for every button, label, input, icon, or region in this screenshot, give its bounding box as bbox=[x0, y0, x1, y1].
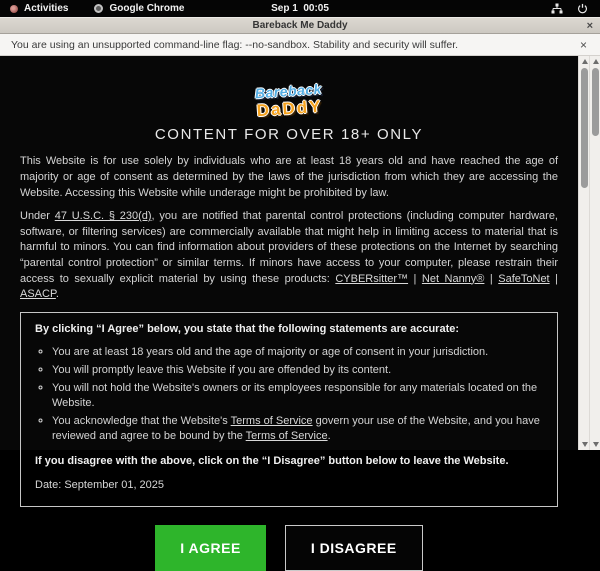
infobar-close-button[interactable]: × bbox=[579, 37, 587, 52]
power-icon[interactable] bbox=[577, 3, 588, 14]
scroll-up-icon[interactable] bbox=[593, 59, 599, 64]
agreement-list bbox=[35, 345, 543, 445]
netnanny-link[interactable]: Net Nanny® bbox=[421, 272, 485, 285]
safetonet-link[interactable]: SafeToNet bbox=[498, 272, 550, 285]
outer-scrollbar-thumb[interactable] bbox=[592, 68, 599, 136]
tos-text: govern your use of the Website, and you have reviewed and agree to be bound by the bbox=[52, 414, 540, 443]
cybersitter-link[interactable]: CYBERsitter™ bbox=[335, 272, 409, 285]
scroll-up-icon[interactable] bbox=[582, 59, 588, 64]
asacp-link[interactable]: ASACP bbox=[20, 288, 56, 301]
terms-of-service-link[interactable]: Terms of Service bbox=[230, 414, 313, 427]
scrollbar-region bbox=[578, 56, 600, 450]
intro-paragraph: This Website is for use solely by individuals who are at least 18 years old and have reached the age of majority or age of consent as determined by the laws of the jurisdiction from which they are accessing the Website. Accessing this Website while underage might be prohibited by law. bbox=[20, 155, 558, 199]
disagree-note: If you disagree with the above, click on the “I Disagree” button below to leave the Website. bbox=[35, 455, 509, 468]
terms-of-service-link[interactable]: Terms of Service bbox=[245, 430, 328, 443]
gnome-topbar bbox=[0, 0, 600, 17]
window-title: Bareback Me Daddy bbox=[252, 20, 348, 31]
period: . bbox=[327, 430, 331, 443]
infobar-message: You are using an unsupported command-line flag: --no-sandbox. Stability and security will suffer. bbox=[11, 38, 459, 51]
separator: | bbox=[549, 272, 558, 285]
outer-scrollbar[interactable] bbox=[589, 56, 600, 450]
agreement-item-age: ◦ You are at least 18 years old and the age of majority or age of consent in your jurisdiction. bbox=[52, 345, 543, 361]
page-content bbox=[0, 56, 578, 557]
scroll-down-icon[interactable] bbox=[582, 442, 588, 447]
separator: | bbox=[484, 272, 499, 285]
clock[interactable]: Sep 1 00:05 bbox=[271, 3, 329, 14]
logo-text-top: Bareback bbox=[254, 80, 323, 102]
separator: | bbox=[408, 272, 422, 285]
legal-paragraph bbox=[20, 209, 558, 303]
agreement-intro: By clicking “I Agree” below, you state that the following statements are accurate: bbox=[35, 322, 460, 335]
i-disagree-button[interactable]: I DISAGREE bbox=[285, 525, 423, 571]
agreement-item-tos bbox=[52, 414, 543, 445]
agreement-item-leave: ◦ You will promptly leave this Website if you are offended by its content. bbox=[52, 363, 543, 379]
logo-text-bottom: DaDdY bbox=[256, 96, 324, 121]
active-app-label: Google Chrome bbox=[109, 3, 185, 14]
usc-230d-link[interactable]: 47 U.S.C. § 230(d) bbox=[54, 210, 152, 223]
legal-text: , you are notified that parental control protections (including computer hardware, software, or filtering services) are commercially available that might help in limiting access to material that is harmful to minors. You can find information about providers of these protections on the Internet by searching “parental control protection” or similar terms. If minors have access to your computer, please restrain their access to sexually explicit material by using these products: bbox=[20, 210, 558, 285]
i-agree-button[interactable]: I AGREE bbox=[155, 525, 266, 571]
consent-buttons bbox=[20, 525, 558, 571]
activities-label: Activities bbox=[24, 3, 69, 14]
agreement-date: Date: September 01, 2025 bbox=[35, 478, 165, 491]
inner-scrollbar[interactable] bbox=[578, 56, 589, 450]
network-icon[interactable] bbox=[551, 3, 563, 14]
scroll-down-icon[interactable] bbox=[593, 442, 599, 447]
inner-scrollbar-thumb[interactable] bbox=[581, 68, 588, 188]
tos-text: You acknowledge that the Website's bbox=[52, 414, 231, 427]
chrome-infobar bbox=[0, 34, 600, 56]
agreement-box bbox=[20, 312, 558, 507]
period: . bbox=[55, 288, 59, 301]
window-close-button[interactable]: × bbox=[586, 19, 593, 32]
legal-text: Under bbox=[20, 210, 55, 223]
page-title: CONTENT FOR OVER 18+ ONLY bbox=[154, 126, 424, 143]
agreement-item-liability: ◦ You will not hold the Website's owners or its employees responsible for any materials located on the Website. bbox=[52, 381, 543, 412]
window-titlebar bbox=[0, 17, 600, 34]
